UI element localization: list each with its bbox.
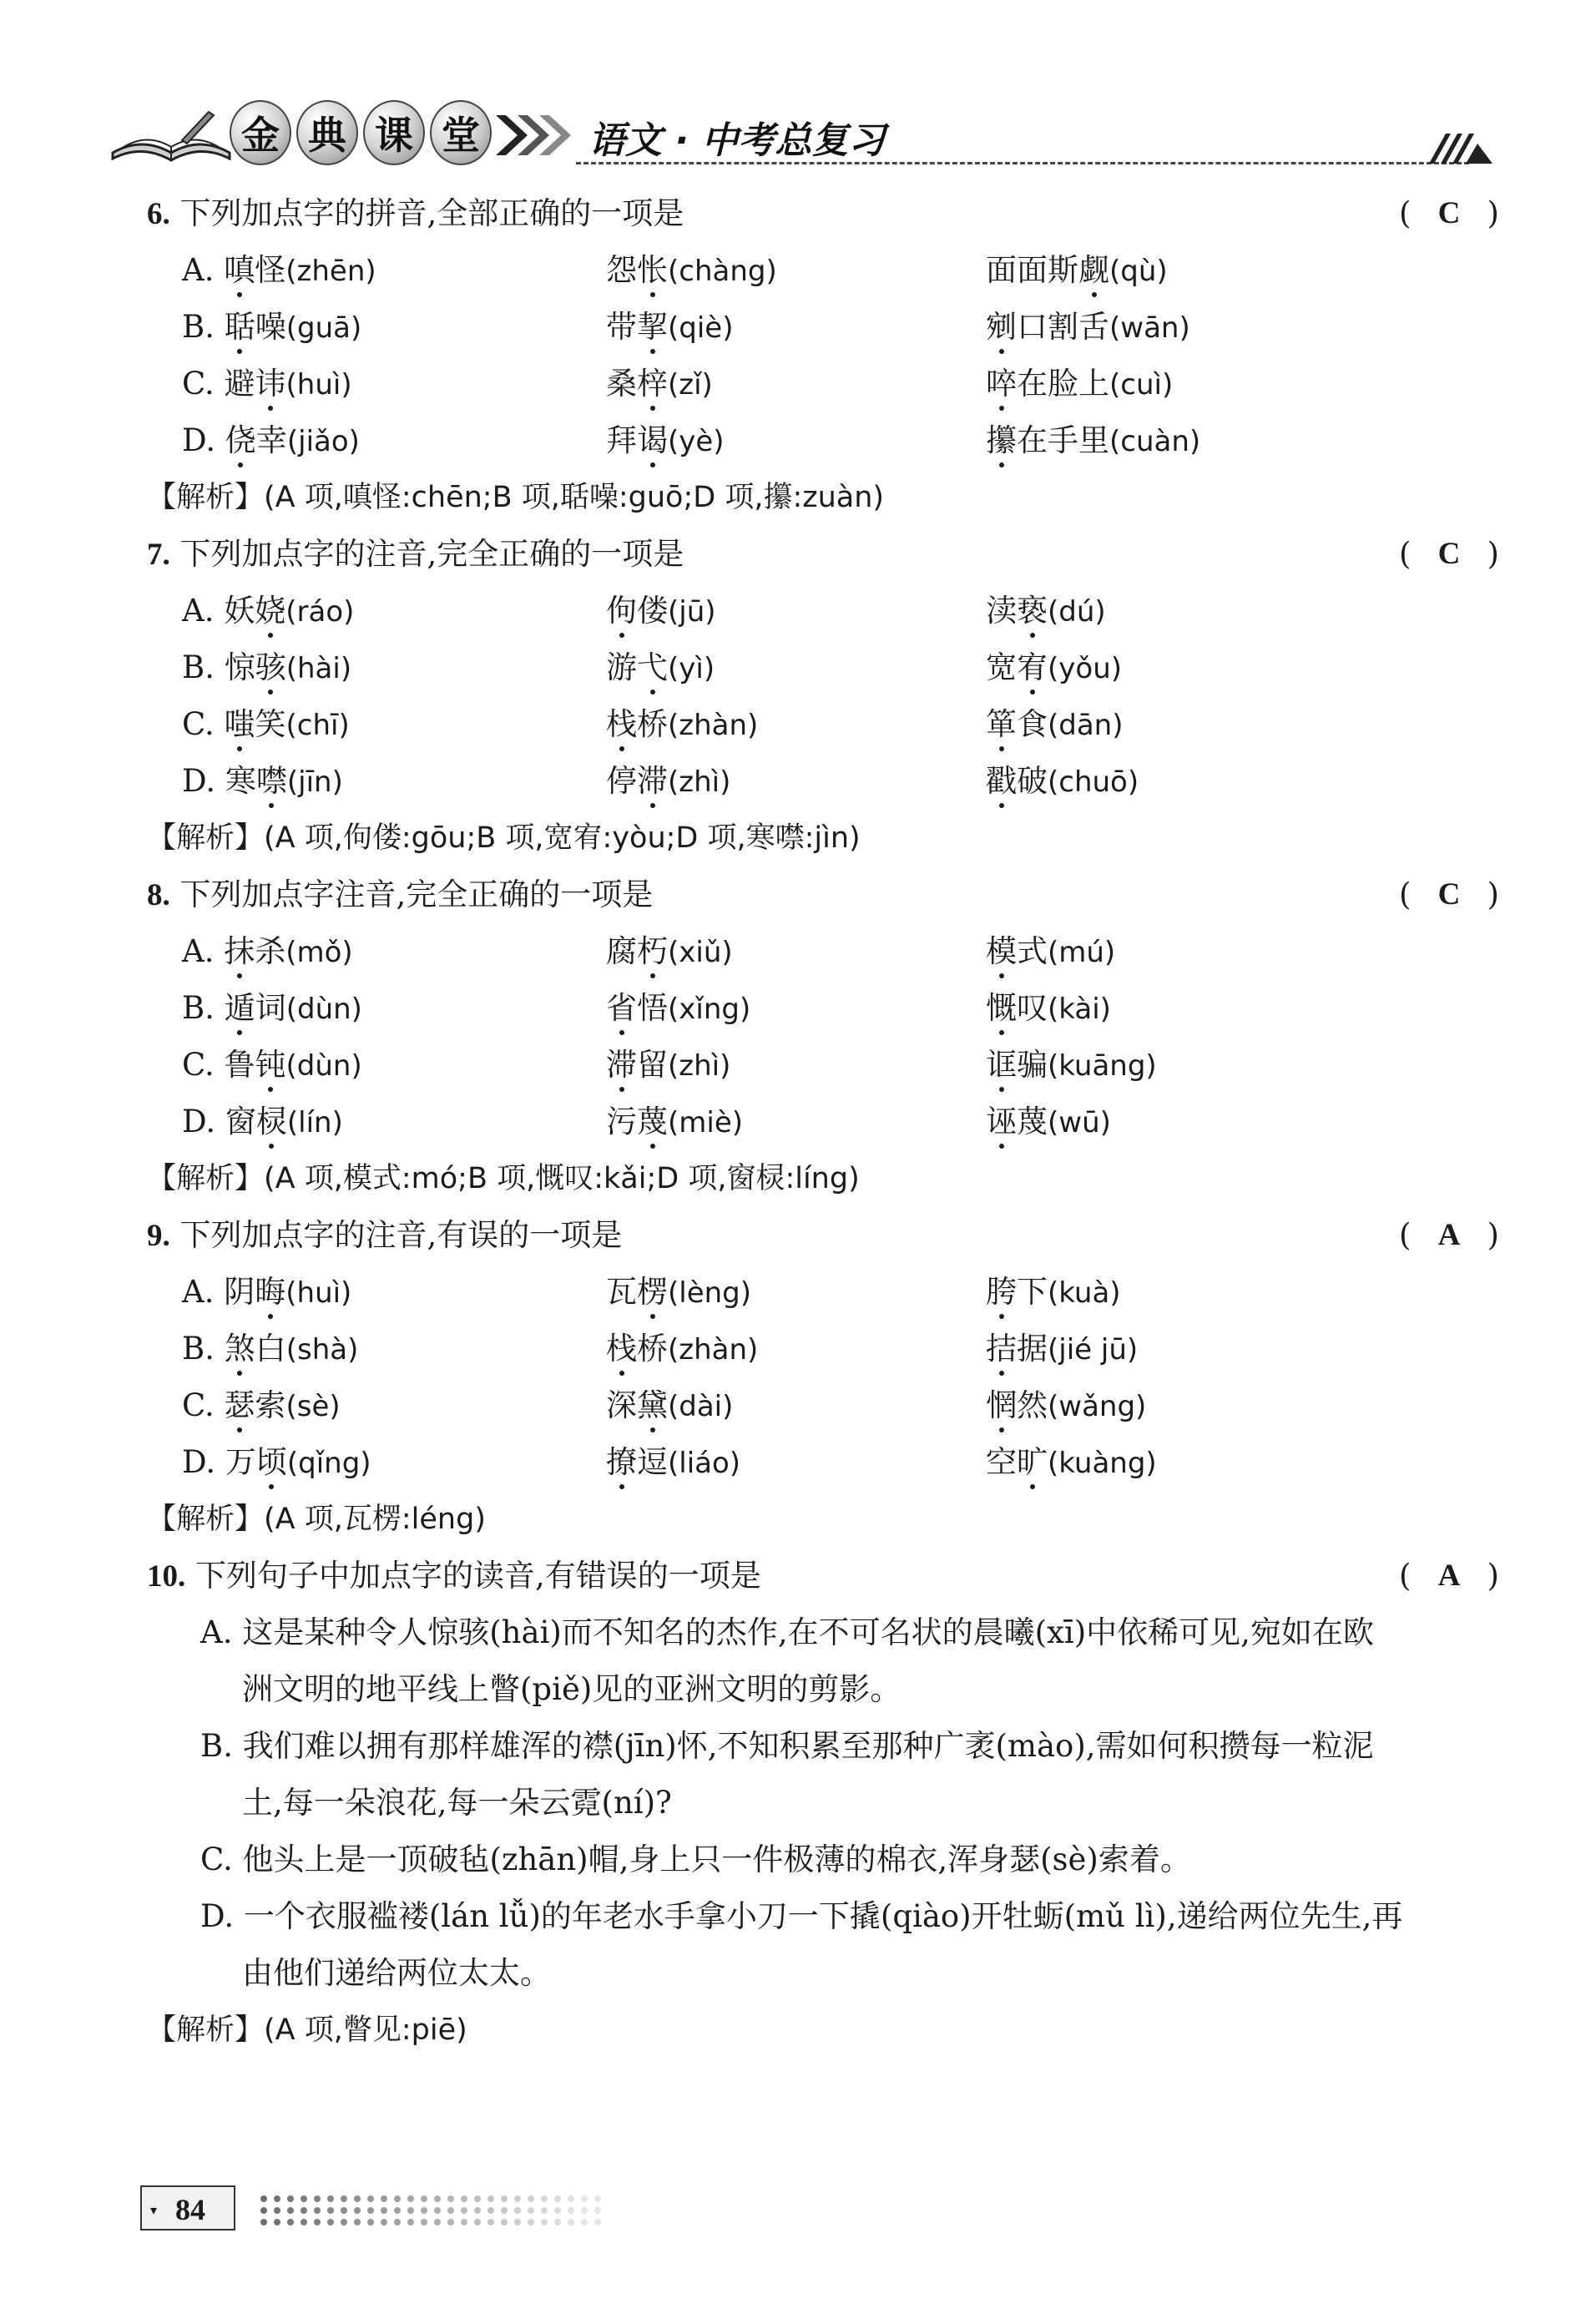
option-item <box>606 1377 986 1434</box>
option-item <box>182 980 606 1037</box>
explanation-text: (A 项,瓦楞:léng) <box>264 1503 486 1536</box>
pinyin: (xiǔ) <box>668 936 733 969</box>
dot-pattern-decoration <box>257 2190 608 2232</box>
dotted-char: 朽 <box>637 923 668 980</box>
option-prefix: 腐 <box>606 933 637 969</box>
option-prefix: B. <box>182 990 225 1026</box>
pinyin: (yǒu) <box>1048 652 1123 685</box>
question-stem <box>147 866 1499 923</box>
question-number: 9. <box>147 1219 170 1253</box>
option-row <box>147 583 1499 639</box>
option-item <box>606 299 986 356</box>
option-plain-char: 据 <box>1017 1331 1048 1367</box>
option-plain-char: 噪 <box>255 309 286 345</box>
explanation-label: 【解析】 <box>147 1162 265 1195</box>
dotted-char: 讳 <box>255 356 286 412</box>
brand-char: 课 <box>363 100 425 165</box>
option-plain-char: 食 <box>1017 706 1048 742</box>
answer-bracket: ( A ) <box>1399 1207 1499 1264</box>
option-prefix: C. <box>182 706 225 742</box>
tick-mark: ▾ <box>150 2202 158 2218</box>
pinyin: (zhàn) <box>668 1333 759 1367</box>
option-prefix: A. 妖 <box>182 593 255 629</box>
dotted-char: 滞 <box>606 1037 637 1094</box>
question-stem <box>147 185 1499 242</box>
pinyin: (zhì) <box>668 1049 731 1083</box>
option-row <box>147 299 1499 356</box>
dotted-char: 娆 <box>255 583 285 639</box>
option-prefix: D. 窗 <box>182 1104 256 1139</box>
option-prefix: 桑 <box>606 366 637 402</box>
option-continuation: 土,每一朵浪花,每一朵云霓(ní)? <box>242 1785 672 1821</box>
dotted-char: 梓 <box>637 356 668 412</box>
dotted-char: 滞 <box>637 753 668 810</box>
option-prefix: C. 鲁 <box>182 1047 255 1083</box>
option-plain-char: 下 <box>1017 1274 1048 1310</box>
option-plain-char: 蔑 <box>1017 1104 1048 1139</box>
option-prefix: 游 <box>606 649 637 685</box>
dotted-char: 嗔 <box>224 242 255 299</box>
option-item <box>182 923 606 980</box>
dotted-char: 煞 <box>225 1321 255 1377</box>
option-prefix: 面面 <box>986 252 1048 288</box>
option-item <box>986 356 1487 412</box>
pinyin: (xǐng) <box>668 993 751 1026</box>
option-row <box>147 1264 1499 1321</box>
explanation-text: (A 项,模式:mó;B 项,慨叹:kǎi;D 项,窗棂:líng) <box>264 1162 860 1195</box>
dotted-char: 噤 <box>256 753 287 810</box>
option-item <box>986 1321 1487 1377</box>
dotted-char: 胯 <box>986 1264 1017 1321</box>
pinyin: (wān) <box>1109 311 1190 345</box>
question-text: 下列加点字的拼音,全部正确的一项是 <box>179 195 684 231</box>
dotted-char: 佝 <box>606 583 637 639</box>
option-plain-char: 桥 <box>637 706 668 742</box>
option-plain-char: 留 <box>637 1047 668 1083</box>
option-plain-char: 骗 <box>1017 1047 1048 1083</box>
dotted-char: 挈 <box>637 299 668 356</box>
option-item <box>986 583 1487 639</box>
dotted-char: 楞 <box>637 1264 668 1321</box>
option-plain-char: 叹 <box>1017 990 1048 1026</box>
option-plain-char: 杀 <box>255 933 286 969</box>
option-row <box>147 242 1499 299</box>
option-item <box>606 1037 986 1094</box>
explanation <box>147 469 1499 526</box>
pinyin: (yì) <box>668 652 715 685</box>
option-row <box>147 980 1499 1037</box>
option-item <box>986 242 1487 299</box>
option-item <box>182 1264 606 1321</box>
dotted-char: 模 <box>986 923 1017 980</box>
question-text: 下列句子中加点字的读音,有错误的一项是 <box>195 1558 761 1594</box>
option-row <box>147 1377 1499 1434</box>
question-block <box>147 1548 1499 2059</box>
pinyin: (guā) <box>285 311 362 345</box>
dotted-char: 遁 <box>225 980 255 1037</box>
pinyin: (wū) <box>1048 1106 1111 1139</box>
option-prefix: 拜 <box>606 422 637 458</box>
dotted-char: 拮 <box>986 1321 1017 1377</box>
option-prefix: C. <box>182 366 225 402</box>
dotted-char: 瑟 <box>225 1377 255 1434</box>
option-prefix: C. <box>182 1387 225 1423</box>
option-prefix: 停 <box>606 763 637 799</box>
option-plain-char: 悟 <box>637 990 668 1026</box>
pinyin: (jīn) <box>286 765 343 799</box>
option-plain-char: 桥 <box>637 1331 668 1367</box>
dotted-char: 弋 <box>637 639 668 696</box>
option-plain-char: 逗 <box>637 1444 668 1480</box>
option-prefix: B. <box>182 309 225 345</box>
option-prefix: A. <box>182 252 225 288</box>
answer-bracket: ( A ) <box>1399 1548 1499 1604</box>
pinyin: (zǐ) <box>668 368 713 402</box>
double-chevron-right-icon <box>492 110 572 160</box>
explanation <box>147 1150 1499 1207</box>
option-row <box>147 1321 1499 1377</box>
option-plain-char: 怪 <box>255 252 286 288</box>
pinyin: (dān) <box>1048 709 1124 742</box>
option-prefix: 污 <box>606 1104 637 1139</box>
option-item <box>606 583 986 639</box>
pinyin: (liáo) <box>668 1447 741 1480</box>
option-item <box>606 753 986 810</box>
explanation-text: (A 项,瞥见:piē) <box>264 2013 467 2047</box>
pinyin: (zhì) <box>668 765 731 799</box>
dotted-char: 诬 <box>986 1094 1017 1150</box>
option-plain-char: 然 <box>1017 1387 1048 1423</box>
option-plain-char: 斯 <box>1048 252 1078 288</box>
pinyin: (dùn) <box>285 1049 362 1083</box>
explanation-text: (A 项,佝偻:gōu;B 项,宽宥:yòu;D 项,寒噤:jìn) <box>264 821 861 855</box>
pinyin: (ráo) <box>285 595 355 629</box>
option-plain-char: 索 <box>255 1387 286 1423</box>
question-block <box>147 866 1499 1207</box>
explanation-label: 【解析】 <box>147 2013 265 2047</box>
pinyin: (hài) <box>285 652 352 685</box>
brand-char: 堂 <box>430 100 492 165</box>
option-row <box>147 1434 1499 1491</box>
pinyin: (dùn) <box>285 993 362 1026</box>
option-continuation: 洲文明的地平线上瞥(piě)见的亚洲文明的剪影。 <box>242 1671 902 1707</box>
option-item <box>986 753 1487 810</box>
pinyin: (jiǎo) <box>286 425 360 458</box>
option-item <box>986 1377 1487 1434</box>
answer-bracket: ( C ) <box>1399 526 1499 583</box>
pinyin: (jié jū) <box>1048 1333 1139 1367</box>
option-plain-char: 偻 <box>637 593 668 629</box>
question-number: 8. <box>147 878 170 912</box>
question-block <box>147 526 1499 866</box>
page-number: 84 <box>175 2193 205 2226</box>
option-row <box>147 696 1499 753</box>
pinyin: (mú) <box>1048 936 1116 969</box>
question-stem <box>147 526 1499 583</box>
option-prefix: D. 万 <box>182 1444 256 1480</box>
option-prefix: A. 阴 <box>182 1274 255 1310</box>
option-item <box>182 1321 606 1377</box>
question-stem <box>147 1548 1499 1604</box>
brand-char: 金 <box>230 100 291 165</box>
option-prefix: 深 <box>606 1387 637 1423</box>
question-stem <box>147 1207 1499 1264</box>
dotted-char: 省 <box>606 980 637 1037</box>
pinyin: (cuì) <box>1109 368 1174 402</box>
pinyin: (qù) <box>1109 255 1168 288</box>
pinyin: (dú) <box>1048 595 1106 629</box>
pinyin: (kuāng) <box>1048 1049 1157 1083</box>
dotted-char: 聒 <box>225 299 255 356</box>
dotted-char: 蔑 <box>637 1094 668 1150</box>
option-sentence: B. 我们难以拥有那样雄浑的襟(jīn)怀,不知积累至那种广袤(mào),需如何积攒每一粒泥 <box>200 1728 1374 1764</box>
option-item <box>986 980 1487 1037</box>
option-plain-char: 白 <box>255 1331 286 1367</box>
option-prefix: D. <box>182 422 225 458</box>
option-sentence: D. 一个衣服褴褛(lán lǚ)的年老水手拿小刀一下撬(qiào)开牡蛎(mǔ lì),递给两位先生,再 <box>200 1898 1403 1934</box>
page-number-box <box>140 2185 235 2231</box>
option-row <box>147 356 1499 412</box>
pinyin: (dài) <box>668 1390 734 1423</box>
option-item <box>182 242 606 299</box>
option-row <box>147 753 1499 810</box>
answer-letter: C <box>1437 877 1461 912</box>
answer-letter: C <box>1437 537 1461 571</box>
option-item <box>606 242 986 299</box>
dotted-char: 顷 <box>256 1434 287 1491</box>
pinyin: (yè) <box>668 425 725 458</box>
answer-letter: C <box>1437 196 1461 230</box>
dotted-char: 栈 <box>606 1321 637 1377</box>
option-item <box>986 412 1487 469</box>
option-row <box>147 412 1499 469</box>
option-plain-char: 渎 <box>986 593 1017 629</box>
option-prefix: B. 惊 <box>182 649 255 685</box>
option-item <box>606 412 986 469</box>
option-item <box>986 639 1487 696</box>
option-prefix: A. <box>182 933 225 969</box>
pinyin: (mǒ) <box>285 936 353 969</box>
option-plain-char: 口割舌 <box>1017 309 1109 345</box>
option-item <box>606 1321 986 1377</box>
subject-title: 语文 · 中考总复习 <box>588 119 886 162</box>
option-prefix: 空 <box>986 1444 1017 1480</box>
pinyin: (qiè) <box>668 311 734 345</box>
option-prefix: 带 <box>606 309 637 345</box>
answer-letter: A <box>1437 1559 1461 1593</box>
option-item <box>986 1264 1487 1321</box>
option-item <box>182 1377 606 1434</box>
option-plain-char: 式 <box>1017 933 1048 969</box>
option-item <box>606 923 986 980</box>
brand-char: 典 <box>296 100 358 165</box>
dotted-char: 旷 <box>1017 1434 1048 1491</box>
dotted-char: 惘 <box>986 1377 1017 1434</box>
option-item <box>182 696 606 753</box>
option-plain-char: 词 <box>255 990 286 1026</box>
pinyin: (huì) <box>285 368 352 402</box>
question-text: 下列加点字的注音,完全正确的一项是 <box>179 536 684 572</box>
pinyin: (zhàn) <box>668 709 759 742</box>
pinyin: (chuō) <box>1048 765 1139 799</box>
corner-stripes-icon <box>1427 130 1494 165</box>
page-header <box>109 99 1494 174</box>
option-row <box>147 923 1499 980</box>
dotted-char: 侥 <box>225 412 256 469</box>
dotted-char: 晦 <box>255 1264 285 1321</box>
option-plain-char: 怨 <box>606 252 637 288</box>
option-prefix: B. <box>182 1331 225 1367</box>
dotted-char: 箪 <box>986 696 1017 753</box>
page-footer <box>140 2185 641 2236</box>
dotted-char: 怅 <box>637 242 668 299</box>
option-item <box>182 1037 606 1094</box>
option-item <box>182 1094 606 1150</box>
dotted-char: 亵 <box>1017 583 1048 639</box>
question-text: 下列加点字注音,完全正确的一项是 <box>179 877 654 912</box>
option-item <box>182 639 606 696</box>
pinyin: (cuàn) <box>1109 425 1201 458</box>
option-item <box>986 1037 1487 1094</box>
option-continuation: 由他们递给两位太太。 <box>242 1955 551 1991</box>
explanation <box>147 810 1499 866</box>
explanation-text: (A 项,嗔怪:chēn;B 项,聒噪:guō;D 项,攥:zuàn) <box>264 481 885 514</box>
dotted-char: 攥 <box>986 412 1017 469</box>
pinyin: (kuàng) <box>1048 1447 1157 1480</box>
pinyin: (lín) <box>286 1106 343 1139</box>
question-number: 10. <box>147 1559 186 1594</box>
pinyin: (jū) <box>668 595 716 629</box>
dotted-char: 骇 <box>255 639 286 696</box>
pinyin: (lèng) <box>668 1276 752 1310</box>
option-prefix-char: 宽 <box>986 649 1017 685</box>
explanation <box>147 1491 1499 1548</box>
option-plain-char: 在手里 <box>1017 422 1109 458</box>
option-plain-char: 在脸上 <box>1017 366 1109 402</box>
explanation-label: 【解析】 <box>147 481 265 514</box>
option-row <box>147 1094 1499 1150</box>
question-block <box>147 1207 1499 1548</box>
pinyin: (qǐng) <box>286 1447 371 1480</box>
option-item <box>986 696 1487 753</box>
dotted-char: 钝 <box>255 1037 286 1094</box>
option-item <box>986 1434 1487 1491</box>
option-item <box>986 299 1487 356</box>
dotted-char: 撩 <box>606 1434 637 1491</box>
dotted-char: 栈 <box>606 696 637 753</box>
question-number: 6. <box>147 197 170 231</box>
explanation-label: 【解析】 <box>147 1503 265 1536</box>
question-number: 7. <box>147 538 170 572</box>
option-item <box>606 1264 986 1321</box>
option-item <box>606 696 986 753</box>
dotted-char: 啐 <box>986 356 1017 412</box>
pinyin: (shà) <box>285 1333 359 1367</box>
option-sentence: C. 他头上是一顶破毡(zhān)帽,身上只一件极薄的棉衣,浑身瑟(sè)索着。 <box>200 1842 1191 1877</box>
option-item <box>182 583 606 639</box>
pinyin: (chàng) <box>668 255 777 288</box>
pinyin: (miè) <box>668 1106 744 1139</box>
answer-bracket: ( C ) <box>1399 185 1499 242</box>
option-item <box>606 639 986 696</box>
answer-letter: A <box>1437 1218 1461 1252</box>
option-item <box>182 299 606 356</box>
question-block <box>147 185 1499 526</box>
option-prefix: D. 寒 <box>182 763 256 799</box>
header-divider <box>576 162 1469 164</box>
option-item <box>606 356 986 412</box>
dotted-char: 嗤 <box>225 696 255 753</box>
pinyin: (kài) <box>1048 993 1111 1026</box>
brand-title <box>230 100 492 165</box>
pinyin: (huì) <box>285 1276 352 1310</box>
option-item <box>606 980 986 1037</box>
option-plain-char: 笑 <box>255 706 286 742</box>
option-row <box>147 1037 1499 1094</box>
option-plain-char: 幸 <box>255 422 287 458</box>
open-book-icon <box>109 107 234 165</box>
question-list <box>147 185 1499 2059</box>
dotted-char: 棂 <box>256 1094 287 1150</box>
explanation <box>147 2002 1499 2059</box>
dotted-char: 戳 <box>986 753 1017 810</box>
dotted-char: 剜 <box>986 299 1017 356</box>
pinyin: (chī) <box>285 709 350 742</box>
pinyin: (zhēn) <box>285 255 376 288</box>
dotted-char: 觑 <box>1078 242 1109 299</box>
dotted-char: 黛 <box>637 1377 668 1434</box>
question-text: 下列加点字的注音,有误的一项是 <box>179 1217 623 1253</box>
dotted-char: 抹 <box>224 923 255 980</box>
option-item <box>182 1434 606 1491</box>
option-item <box>986 1094 1487 1150</box>
pinyin: (sè) <box>285 1390 341 1423</box>
pinyin: (wǎng) <box>1048 1390 1147 1423</box>
option-row <box>147 639 1499 696</box>
option-item <box>986 923 1487 980</box>
option-prefix: 瓦 <box>606 1274 637 1310</box>
option-item <box>182 356 606 412</box>
option-item <box>182 753 606 810</box>
explanation-label: 【解析】 <box>147 821 265 855</box>
dotted-char: 谒 <box>637 412 668 469</box>
dotted-char: 慨 <box>986 980 1017 1037</box>
dotted-char: 诓 <box>986 1037 1017 1094</box>
dotted-char: 宥 <box>1017 639 1048 696</box>
option-item <box>606 1094 986 1150</box>
answer-bracket: ( C ) <box>1399 866 1499 923</box>
option-plain-char: 破 <box>1017 763 1048 799</box>
option-item <box>606 1434 986 1491</box>
option-prefix-char: 避 <box>224 366 255 402</box>
option-sentence: A. 这是某种令人惊骇(hài)而不知名的杰作,在不可名状的晨曦(xī)中依稀可见,宛如在欧 <box>200 1614 1374 1650</box>
pinyin: (kuà) <box>1048 1276 1121 1310</box>
option-item <box>182 412 606 469</box>
